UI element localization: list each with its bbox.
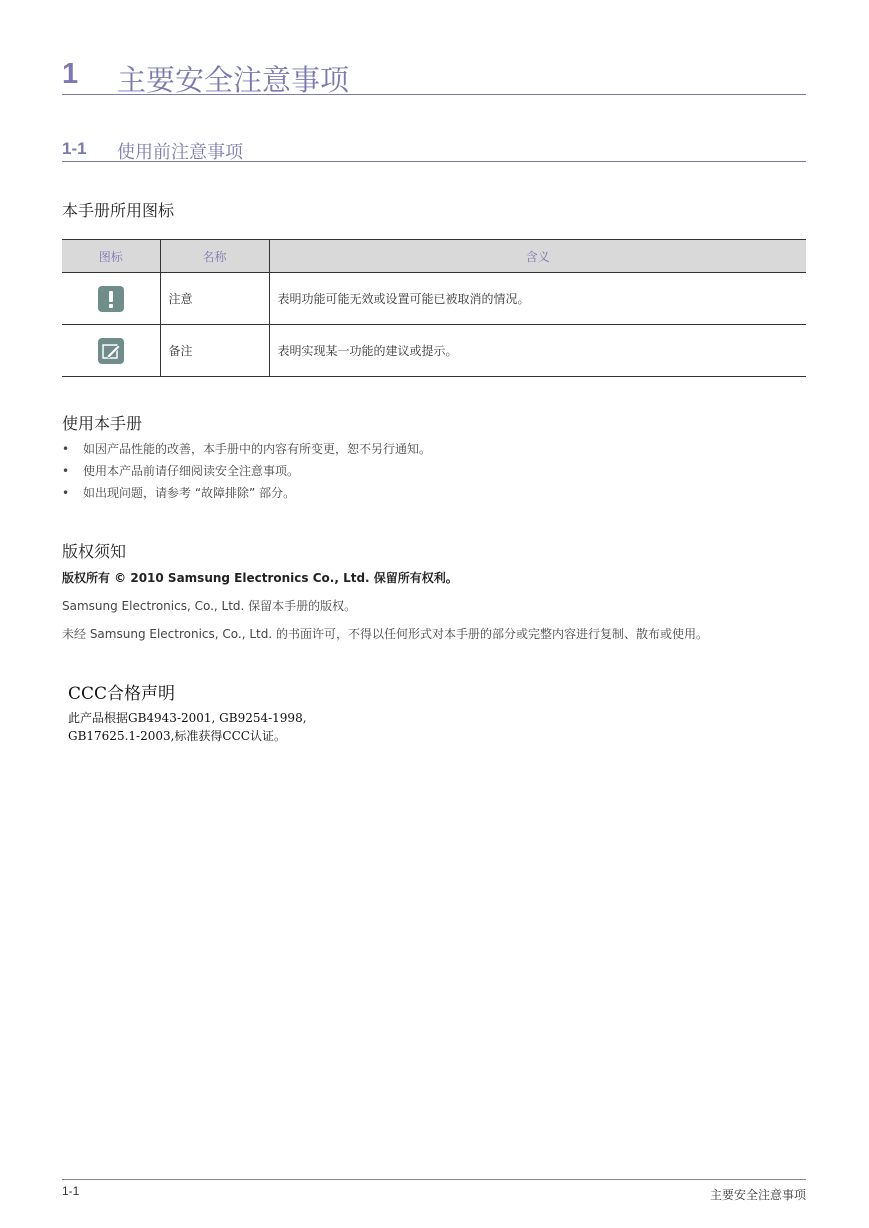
section-number: 1-1	[62, 139, 87, 158]
column-header-name: 名称	[160, 240, 269, 273]
list-item: • 如出现问题，请参考 “故障排除” 部分。	[62, 482, 431, 504]
icon-cell	[62, 325, 160, 377]
caution-icon	[98, 286, 124, 312]
usage-list	[62, 438, 431, 504]
usage-heading: 使用本手册	[62, 414, 143, 433]
name-cell: 注意	[160, 273, 269, 325]
footer-chapter-title: 主要安全注意事项	[709, 1188, 806, 1202]
ccc-line: 此产品根据GB4943-2001, GB9254-1998,	[68, 711, 307, 725]
section-title: 使用前注意事项	[117, 142, 243, 163]
chapter-title: 主要安全注意事项	[117, 63, 350, 97]
copyright-line: 未经 Samsung Electronics, Co., Ltd. 的书面许可，不得以任何形式对本手册的部分或完整内容进行复制、散布或使用。	[62, 627, 708, 641]
column-header-meaning: 含义	[269, 240, 806, 273]
page-number: 1-1	[62, 1184, 80, 1198]
page-footer	[62, 1179, 806, 1204]
icons-heading: 本手册所用图标	[62, 201, 175, 220]
copyright-line: Samsung Electronics, Co., Ltd. 保留本手册的版权。	[62, 599, 357, 613]
section-heading	[62, 138, 806, 162]
table-row	[62, 325, 806, 377]
ccc-line: GB17625.1-2003,标准获得CCC认证。	[68, 729, 286, 743]
list-item: • 如因产品性能的改善，本手册中的内容有所变更，恕不另行通知。	[62, 438, 431, 460]
copyright-heading: 版权须知	[62, 542, 127, 561]
chapter-heading	[62, 56, 806, 95]
copyright-statement: 版权所有 © 2010 Samsung Electronics Co., Ltd. 保留所有权利。	[62, 571, 458, 585]
name-cell: 备注	[160, 325, 269, 377]
table-row	[62, 273, 806, 325]
meaning-cell: 表明实现某一功能的建议或提示。	[269, 325, 806, 377]
column-header-icon: 图标	[62, 240, 160, 273]
ccc-title: CCC合格声明	[68, 684, 176, 704]
note-icon	[98, 338, 124, 364]
icons-table	[62, 239, 806, 377]
icon-cell	[62, 273, 160, 325]
list-item: • 使用本产品前请仔细阅读安全注意事项。	[62, 460, 431, 482]
meaning-cell: 表明功能可能无效或设置可能已被取消的情况。	[269, 273, 806, 325]
table-header-row	[62, 240, 806, 273]
chapter-number: 1	[62, 58, 79, 90]
